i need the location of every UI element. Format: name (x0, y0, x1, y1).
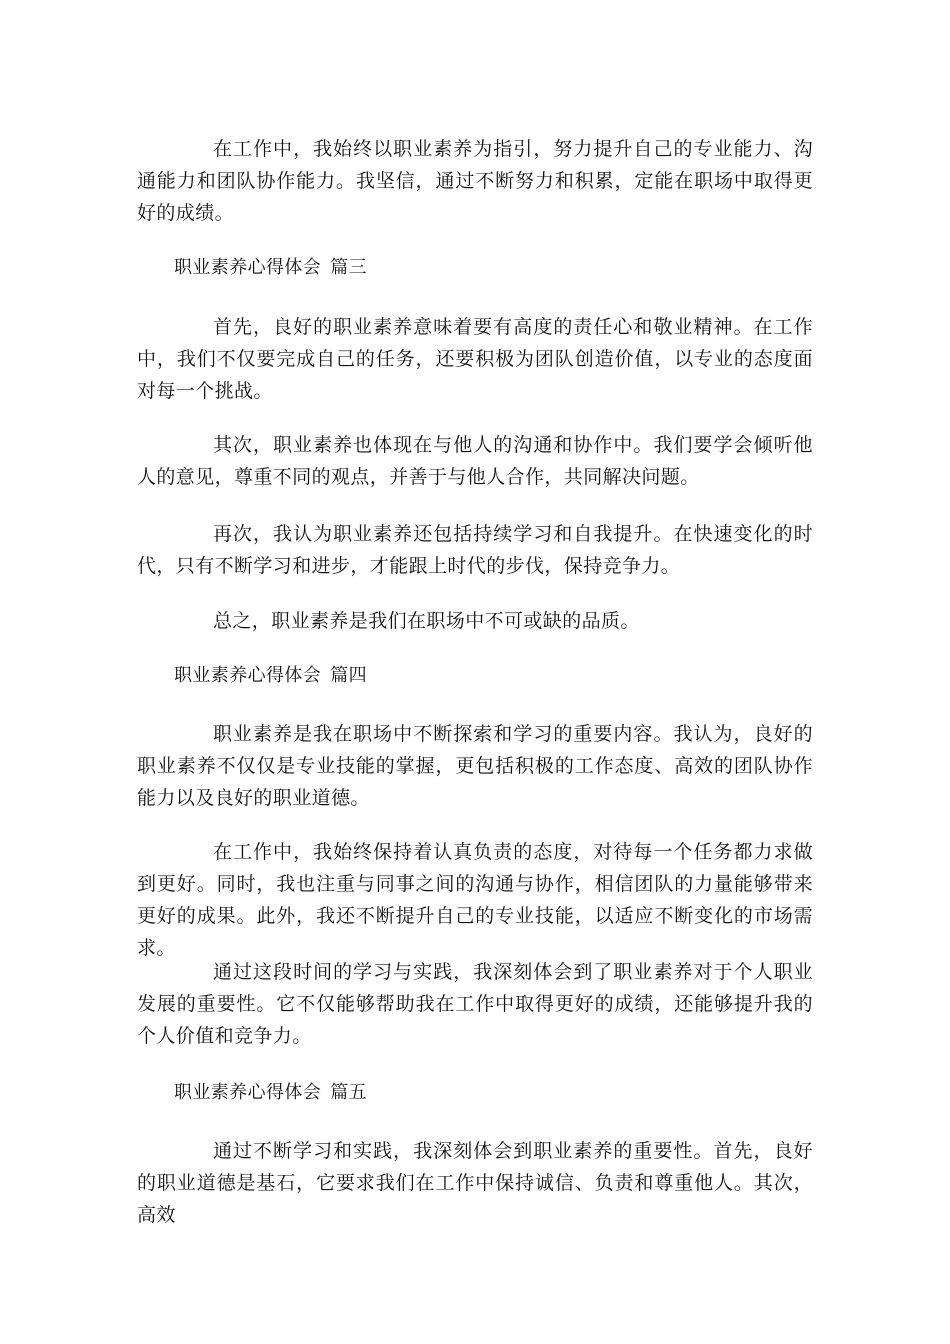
paragraph-3: 其次，职业素养也体现在与他人的沟通和协作中。我们要学会倾听他人的意见，尊重不同的观点，并善于与他人合作，共同解决问题。 (137, 434, 813, 488)
section-heading-3 (174, 252, 367, 284)
paragraph-6: 职业素养是我在职场中不断探索和学习的重要内容。我认为，良好的职业素养不仅仅是专业技能的掌握，更包括积极的工作态度、高效的团队协作能力以及良好的职业道德。 (137, 723, 813, 809)
paragraph-4: 再次，我认为职业素养还包括持续学习和自我提升。在快速变化的时代，只有不断学习和进步，才能跟上时代的步伐，保持竞争力。 (137, 523, 813, 577)
paragraph-1: 在工作中，我始终以职业素养为指引，努力提升自己的专业能力、沟通能力和团队协作能力。我坚信，通过不断努力和积累，定能在职场中取得更好的成绩。 (137, 138, 813, 224)
section-heading-title: 职业素养心得体会 (174, 257, 322, 278)
paragraph-9: 通过不断学习和实践，我深刻体会到职业素养的重要性。首先，良好的职业道德是基石，它要求我们在工作中保持诚信、负责和尊重他人。其次，高效 (137, 1140, 813, 1226)
section-heading-part: 篇三 (330, 257, 368, 278)
section-heading-4 (174, 660, 367, 692)
paragraph-7: 在工作中，我始终保持着认真负责的态度，对待每一个任务都力求做到更好。同时，我也注重与同事之间的沟通与协作，相信团队的力量能够带来更好的成果。此外，我还不断提升自己的专业技能，以适应不断变化的市场需求。 (137, 841, 813, 959)
section-heading-part: 篇五 (330, 1082, 368, 1103)
section-heading-part: 篇四 (330, 665, 368, 686)
section-heading-5 (174, 1077, 367, 1109)
paragraph-2: 首先，良好的职业素养意味着要有高度的责任心和敬业精神。在工作中，我们不仅要完成自己的任务，还要积极为团队创造价值，以专业的态度面对每一个挑战。 (137, 316, 813, 402)
section-heading-title: 职业素养心得体会 (174, 1082, 322, 1103)
paragraph-8: 通过这段时间的学习与实践，我深刻体会到了职业素养对于个人职业发展的重要性。它不仅能够帮助我在工作中取得更好的成绩，还能够提升我的个人价值和竞争力。 (137, 961, 813, 1047)
section-heading-title: 职业素养心得体会 (174, 665, 322, 686)
paragraph-5: 总之，职业素养是我们在职场中不可或缺的品质。 (213, 610, 640, 632)
